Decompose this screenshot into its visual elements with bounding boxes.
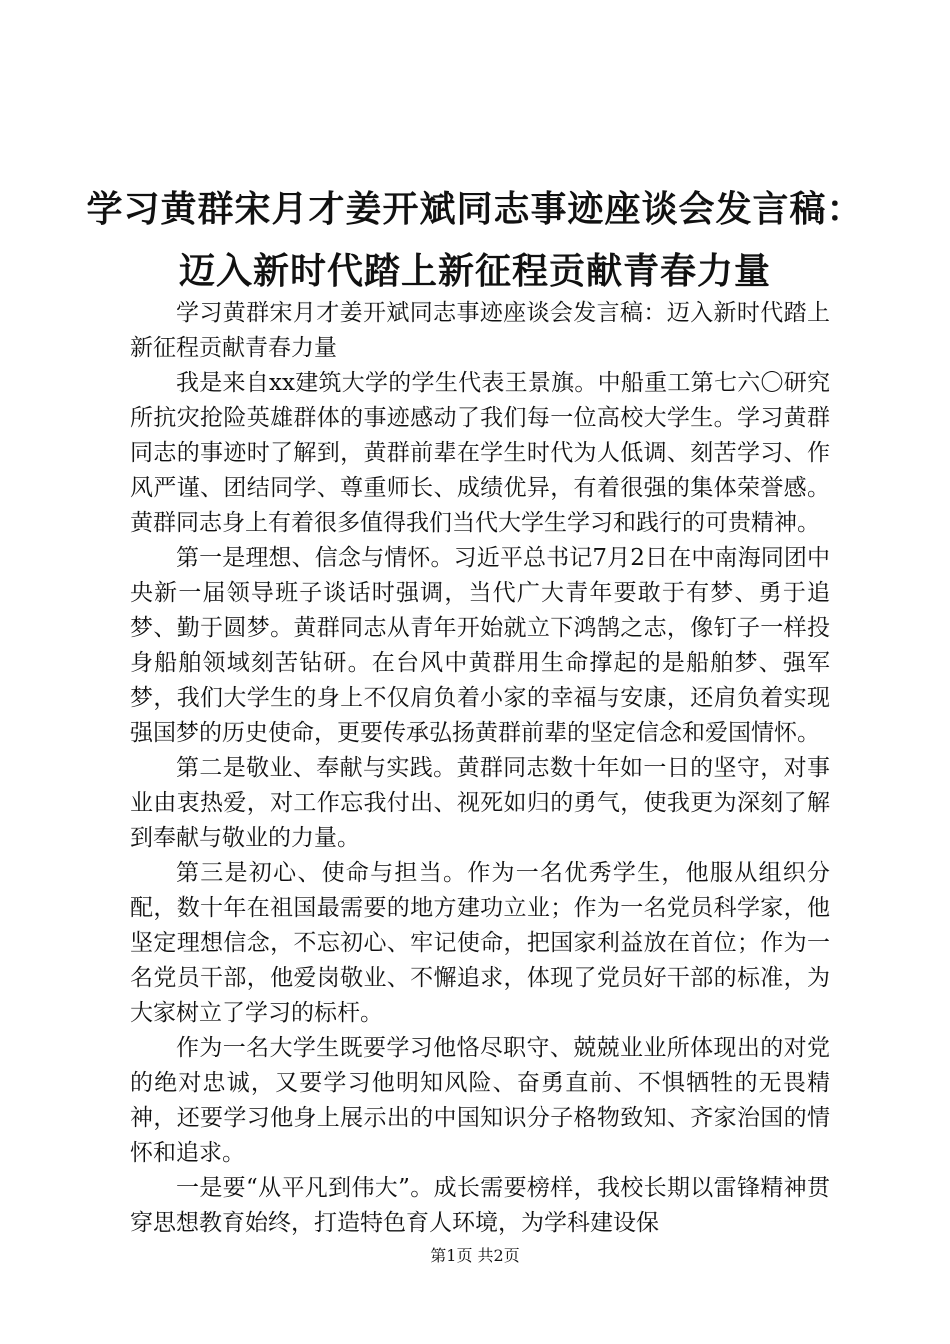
paragraph-first-point: 第一是理想、信念与情怀。习近平总书记7月2日在中南海同团中央新一届领导班子谈话时强调，当代广大青年要敢于有梦、勇于追梦、勤于圆梦。黄群同志从青年开始就立下鸿鹄之志，像钉子一样投身船舶领域刻苦钻研。在台风中黄群用生命撑起的是船舶梦、强军梦，我们大学生的身上不仅肩负着小家的幸福与安康，还肩负着实现强国梦的历史使命，更要传承弘扬黄群前辈的坚定信念和爱国情怀。 <box>130 545 830 746</box>
paragraph-third-point: 第三是初心、使命与担当。作为一名优秀学生，他服从组织分配，数十年在祖国最需要的地方建功立业；作为一名党员科学家，他坚定理想信念，不忘初心、牢记使命，把国家利益放在首位；作为一名党员干部，他爱岗敬业、不懈追求，体现了党员好干部的标准，为大家树立了学习的标杆。 <box>130 860 830 1026</box>
paragraph-student-duty: 作为一名大学生既要学习他恪尽职守、兢兢业业所体现出的对党的绝对忠诚，又要学习他明知风险、奋勇直前、不惧牺牲的无畏精神，还要学习他身上展示出的中国知识分子格物致知、齐家治国的情怀和追求。 <box>130 1035 830 1166</box>
document-body <box>130 296 830 1241</box>
paragraph-self-introduction: 我是来自xx建筑大学的学生代表王景旗。中船重工第七六〇研究所抗灾抢险英雄群体的事迹感动了我们每一位高校大学生。学习黄群同志的事迹时了解到，黄群前辈在学生时代为人低调、刻苦学习、作风严谨、团结同学、尊重师长、成绩优异，有着很强的集体荣誉感。黄群同志身上有着很多值得我们当代大学生学习和践行的可贵精神。 <box>130 370 830 536</box>
document-title-line-2: 迈入新时代踏上新征程贡献青春力量 <box>178 251 771 292</box>
paragraph-ordinary-to-great: 一是要“从平凡到伟大”。成长需要榜样，我校长期以雷锋精神贯穿思想教育始终，打造特色育人环境，为学科建设保 <box>130 1175 830 1236</box>
paragraph-second-point: 第二是敬业、奉献与实践。黄群同志数十年如一日的坚守，对事业由衷热爱，对工作忘我付出、视死如归的勇气，使我更为深刻了解到奉献与敬业的力量。 <box>130 755 830 851</box>
document-title-line-1: 学习黄群宋月才姜开斌同志事迹座谈会发言稿： <box>86 189 864 230</box>
paragraph-intro-title: 学习黄群宋月才姜开斌同志事迹座谈会发言稿：迈入新时代踏上新征程贡献青春力量 <box>130 300 830 361</box>
page-number-footer: 第1页 共2页 <box>430 1246 520 1265</box>
